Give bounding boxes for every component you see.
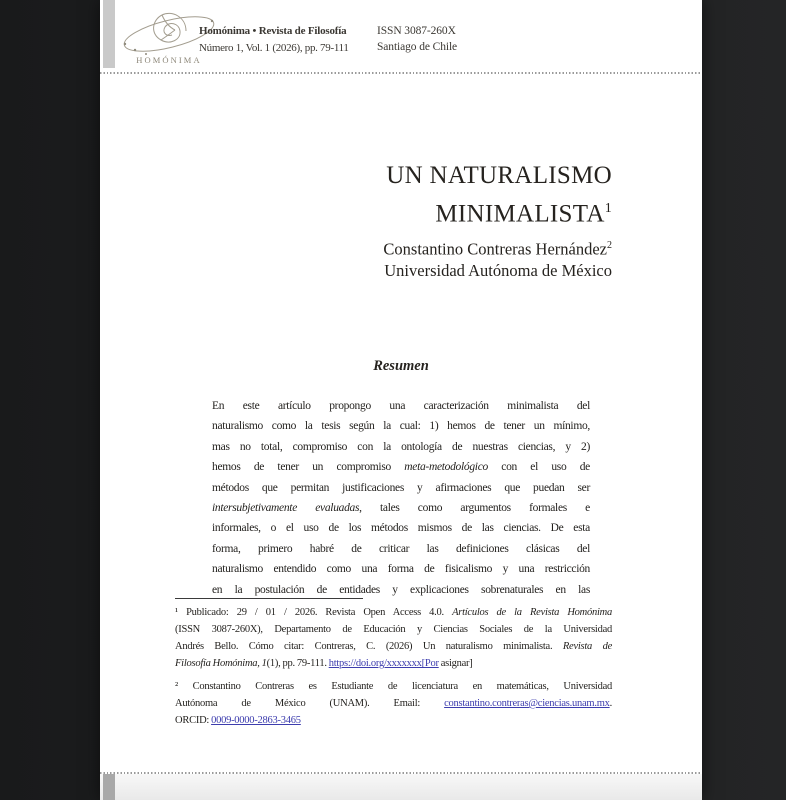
affiliation-line: Universidad Autónoma de México [384, 260, 612, 280]
text-segment: intersubjetivamente evaluadas [212, 502, 360, 515]
text-segment: hemos de tener un compromiso [212, 461, 405, 474]
header-dotted-rule [100, 72, 702, 74]
text-segment: informales, o el uso de los métodos mismos de las ciencias. De esta [212, 522, 590, 535]
text-line [175, 695, 612, 712]
article-title-text2: MINIMALISTA [435, 199, 605, 227]
text-segment: naturalismo como la tesis según la cual: 1) hemos de tener un mínimo, [212, 420, 590, 433]
text-line [175, 604, 612, 621]
abstract-paragraph [212, 396, 590, 600]
logo-wordmark: HOMÓNIMA [136, 55, 202, 65]
text-line [212, 539, 590, 559]
footer-area [100, 774, 702, 800]
text-line [175, 621, 612, 638]
text-line [212, 580, 590, 600]
journal-header-block [199, 24, 374, 56]
text-line [175, 638, 612, 655]
text-segment: forma, primero habré de criticar las definiciones clásicas del [212, 542, 590, 555]
text-segment: ¹ Publicado: 29 / 01 / 2026. Revista Open Access 4.0. [175, 607, 453, 618]
text-line [212, 559, 590, 579]
author-footnote-marker: 2 [607, 240, 612, 252]
text-segment: ORCID: [175, 715, 212, 726]
text-line [212, 518, 590, 538]
text-line [175, 655, 612, 672]
abstract-heading: Resumen [373, 358, 429, 374]
article-title-line1 [210, 160, 612, 193]
text-line [212, 478, 590, 498]
footnote-separator-rule [175, 598, 363, 599]
footnote-2 [175, 678, 612, 729]
text-line [212, 437, 590, 457]
title-block [210, 160, 612, 281]
text-line [175, 712, 612, 729]
text-segment: naturalismo entendido como una forma de fisicalismo y una restricción [212, 563, 590, 576]
footnote-1 [175, 604, 612, 672]
text-segment: Autónoma de México (UNAM). Email: [175, 698, 445, 709]
issn-block [377, 23, 457, 55]
title-footnote-marker: 1 [604, 200, 612, 216]
hyperlink[interactable]: constantino.contreras@ciencias.unam.mx [444, 698, 610, 709]
author-line [210, 235, 612, 260]
text-segment: En este artículo propongo una caracterización minimalista del [212, 400, 590, 412]
journal-city: Santiago de Chile [377, 41, 458, 53]
article-title-text1: UN NATURALISMO [386, 162, 612, 189]
text-line [212, 498, 590, 518]
text-segment: ² Constantino Contreras es Estudiante de licenciatura en matemáticas, Universidad [175, 681, 612, 692]
journal-title: Homónima • Revista de Filosofía [199, 25, 347, 37]
hyperlink[interactable]: 0009-0000-2863-3465 [211, 715, 301, 726]
text-segment: (1), pp. 79-111. [266, 658, 329, 669]
text-segment: meta-metodológico [404, 461, 488, 474]
text-segment: Artículos de la Revista Homónima [452, 607, 613, 618]
article-title-line2 [210, 193, 612, 231]
text-segment: , tales como argumentos formales e [359, 502, 590, 515]
issn-number: ISSN 3087-260X [377, 25, 456, 37]
text-segment: asignar] [438, 658, 473, 669]
margin-tab-bottom [103, 774, 115, 800]
text-line [212, 457, 590, 477]
text-segment: con el uso de [487, 461, 590, 474]
journal-issue-line: Número 1, Vol. 1 (2026), pp. 79-111 [199, 42, 349, 54]
text-segment: mas no total, compromiso con la ontología de nuestras ciencias, y 2) [212, 440, 590, 453]
author-name: Constantino Contreras Hernández [383, 239, 607, 259]
text-line [212, 416, 590, 436]
document-page [100, 0, 702, 800]
text-segment: . [609, 698, 612, 709]
text-segment: Filosofía Homónima, 1 [175, 658, 267, 669]
hyperlink[interactable]: https://doi.org/xxxxxxx[Por [328, 658, 439, 669]
text-segment: Andrés Bello. Cómo citar: Contreras, C. (2026) Un naturalismo minimalista. [175, 641, 563, 652]
text-line [175, 678, 612, 695]
text-segment: Revista de [562, 641, 612, 652]
text-line [212, 396, 590, 416]
text-segment: en la postulación de entidades y explicaciones sobrenaturales en las [212, 583, 590, 596]
text-segment: métodos que permitan justificaciones y afirmaciones que puedan ser [212, 481, 590, 494]
text-segment: (ISSN 3087-260X), Departamento de Educación y Ciencias Sociales de la Universidad [175, 624, 612, 635]
